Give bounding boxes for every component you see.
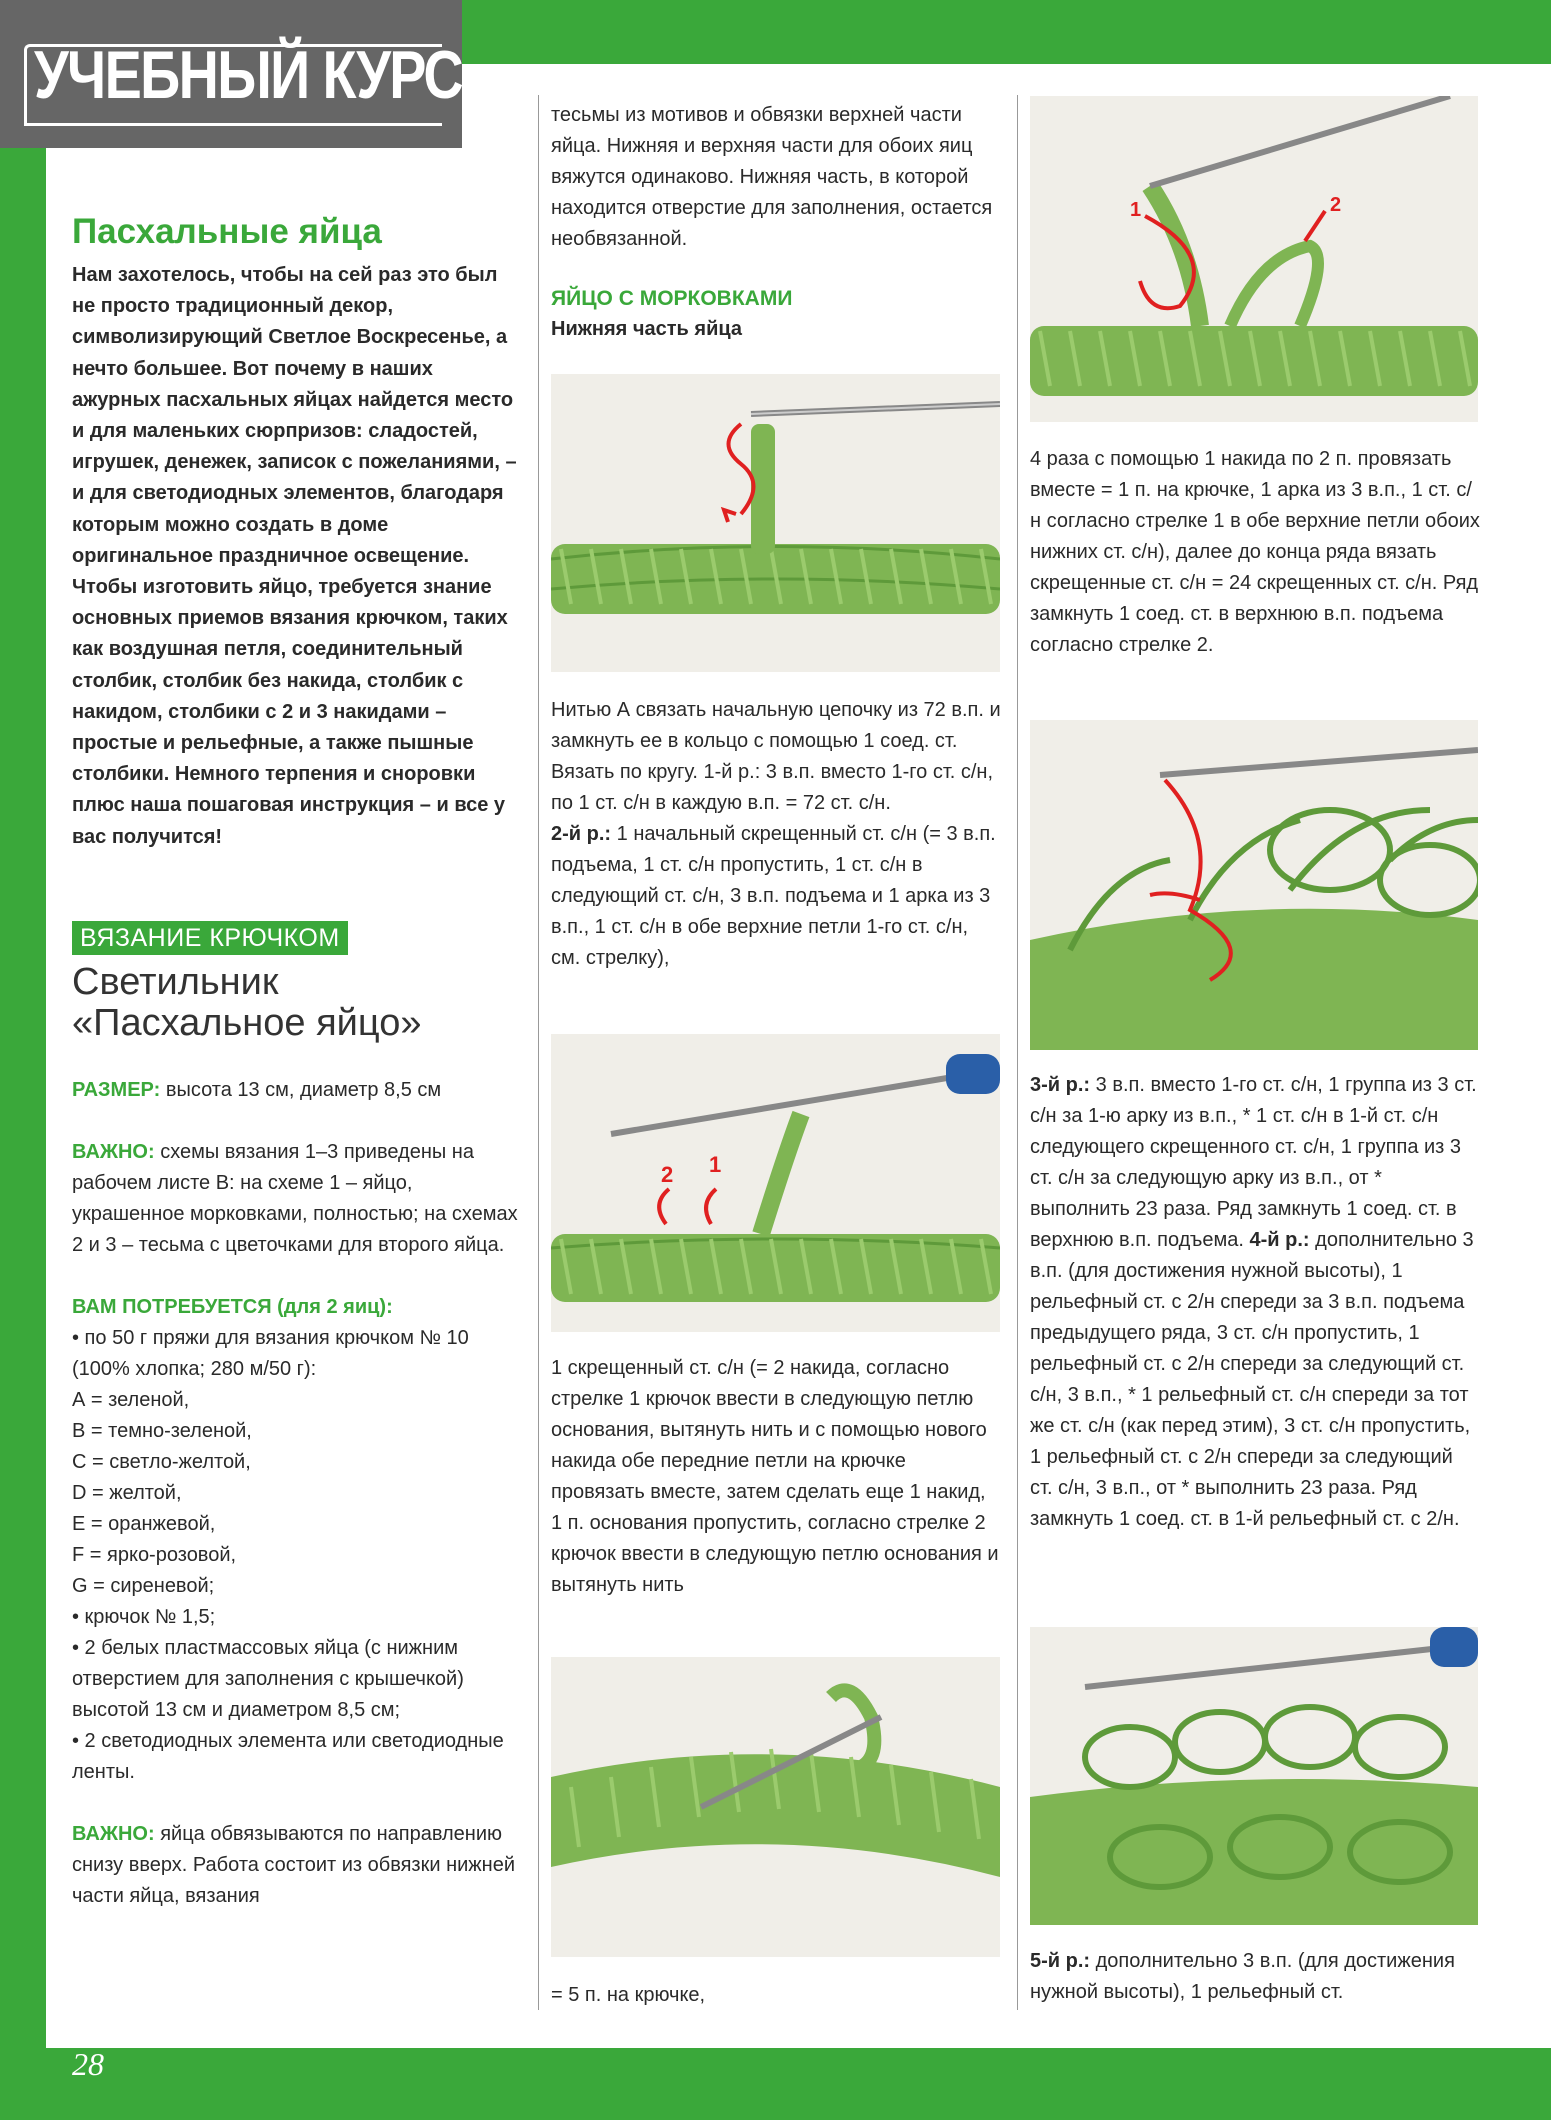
col2-paragraph-3 — [551, 1353, 1001, 1601]
photo-step-2 — [551, 1034, 1000, 1332]
col2-para2-text: 1 начальный скрещенный ст. с/н (= 3 в.п. подъема, 1 ст. с/н пропустить, 1 ст. с/н в следующий ст. с/н, 3 в.п. подъема и 1 арка из 3 в.п., 1 ст. с/н в обе верхние петли 1-го ст. с/н, см. стрелку), — [551, 823, 996, 969]
col3-para1: 4 раза с помощью 1 накида по 2 п. провязать вместе = 1 п. на крючке, 1 арка из 3 в.п., 1 ст. с/н согласно стрелке 1 в обе верхние петли обоих нижних ст. с/н), далее до конца ряда вязать скрещенные ст. с/н = 24 скрещенных ст. с/н. Ряд замкнуть 1 соед. ст. в верхнюю в.п. подъема согласно стрелке 2. — [1030, 448, 1480, 656]
photo-step-3 — [551, 1657, 1000, 1957]
project-title-line1: Светильник — [72, 960, 279, 1003]
materials-item: В = темно-зеленой, — [72, 1419, 252, 1442]
article-title: Пасхальные яйца — [72, 212, 382, 251]
col3-para3-text: дополнительно 3 в.п. (для достижения нужной высоты), 1 рельефный ст. — [1030, 1950, 1455, 2003]
col3-para2 — [1030, 1070, 1480, 1535]
photo-step-4-arrow-label-1: 1 — [1130, 199, 1142, 221]
photo-step-5 — [1030, 720, 1478, 1050]
col2-para1: Нитью А связать начальную цепочку из 72 в.п. и замкнуть ее в кольцо с помощью 1 соед. ст. Вязать по кругу. 1-й р.: 3 в.п. вместо 1-го ст. с/н, по 1 ст. с/н в каждую в.п. = 72 ст. с/н. — [551, 699, 1001, 814]
important-paragraph-2 — [72, 1819, 522, 1912]
course-banner — [0, 0, 462, 148]
size-paragraph — [72, 1075, 522, 1106]
materials-item: F = ярко-розовой, — [72, 1543, 237, 1566]
section-tag: ВЯЗАНИЕ КРЮЧКОМ — [72, 921, 348, 955]
materials-label: ВАМ ПОТРЕБУЕТСЯ (для 2 яиц): — [72, 1295, 393, 1318]
photo-step-4-arrow-label-2: 2 — [1330, 194, 1342, 216]
col2-para2 — [551, 819, 1001, 974]
col2-para2-label: 2-й р.: — [551, 823, 612, 845]
important-text-2: яйца обвязываются по направлению снизу вверх. Работа состоит из обвязки нижней части яйца, вязания — [72, 1822, 516, 1907]
col3-paragraph-2 — [1030, 1070, 1480, 1535]
col3-para2-text: 3 в.п. вместо 1-го ст. с/н, 1 группа из 3 ст. с/н за 1-ю арку из в.п., * 1 ст. с/н в 1-й ст. с/н следующего скрещенного ст. с/н, 1 группа из 3 ст. с/н за следующую арку из в.п., от * выполнить 23 раза. Ряд замкнуть 1 соед. ст. в верхнюю в.п. подъема. — [1030, 1074, 1477, 1251]
col2-para4: = 5 п. на крючке, — [551, 1984, 706, 2006]
col2-paragraph-4 — [551, 1980, 1001, 2011]
important-label-1: ВАЖНО: — [72, 1140, 155, 1163]
important-paragraph-1 — [72, 1137, 522, 1261]
col3-paragraph-1 — [1030, 444, 1480, 661]
col2-subsubhead: Нижняя часть яйца — [551, 318, 743, 340]
col2-para3: 1 скрещенный ст. с/н (= 2 накида, согласно стрелке 1 крючок ввести в следующую петлю основания, вытянуть нить и с помощью нового накида обе передние петли на крючке провязать вместе, затем сделать еще 1 накид, 1 п. основания пропустить, согласно стрелке 2 крючок ввести в следующую петлю основания и вытянуть нить — [551, 1357, 999, 1596]
column-left — [72, 210, 522, 1912]
materials-item: А = зеленой, — [72, 1388, 190, 1411]
project-title-line2: «Пасхальное яйцо» — [72, 1001, 422, 1044]
important-label-2: ВАЖНО: — [72, 1822, 155, 1845]
photo-step-1 — [551, 374, 1000, 672]
materials-item: • 2 белых пластмассовых яйца (с нижним отверстием для заполнения с крышечкой) высотой 13 см и диаметром 8,5 см; — [72, 1636, 464, 1721]
photo-step-6 — [1030, 1627, 1478, 1925]
photo-step-2-arrow-label-2: 2 — [661, 1162, 674, 1187]
size-label: РАЗМЕР: — [72, 1078, 161, 1101]
col2-cont-text: тесьмы из мотивов и обвязки верхней части яйца. Нижняя и верхняя части для обоих яиц вяжутся одинаково. Нижняя часть, в которой находится отверстие для заполнения, остается необвязанной. — [551, 104, 993, 250]
col3-para3 — [1030, 1946, 1480, 2008]
materials-item: • по 50 г пряжи для вязания крючком № 10 (100% хлопка; 280 м/50 г): — [72, 1326, 469, 1380]
materials-item: • крючок № 1,5; — [72, 1605, 216, 1628]
materials-item: G = сиреневой; — [72, 1574, 215, 1597]
col2-paragraph-1 — [551, 695, 1001, 974]
photo-step-4 — [1030, 96, 1478, 422]
col3-para2b-text: дополнительно 3 в.п. (для достижения нужной высоты), 1 рельефный ст. с 2/н спереди за 3 в.п. подъема предыдущего ряда, 3 ст. с/н пропустить, 1 рельефный ст. с 2/н спереди за следующий ст. с/н, 3 в.п., * 1 рельефный ст. с/н спереди за тот же ст. с/н (как перед этим), 3 ст. с/н пропустить, 1 рельефный ст. с 2/н спереди за следующий ст. с/н, 3 в.п., от * выполнить 23 раза. Ряд замкнуть 1 соед. ст. в 1-й рельефный ст. с 2/н. — [1030, 1229, 1474, 1530]
column-divider-2 — [1017, 95, 1018, 2010]
size-text: высота 13 см, диаметр 8,5 см — [160, 1078, 442, 1101]
banner-label: УЧЕБНЫЙ КУРС — [34, 37, 463, 113]
photo-step-2-arrow-label-1: 1 — [709, 1152, 722, 1177]
col2-continuation — [551, 100, 1001, 345]
materials-item: Е = оранжевой, — [72, 1512, 216, 1535]
materials-item: С = светло-желтой, — [72, 1450, 251, 1473]
page-number: 28 — [72, 2046, 104, 2082]
col3-para3-label: 5-й р.: — [1030, 1950, 1091, 1972]
column-divider-1 — [538, 95, 539, 2010]
col3-paragraph-3 — [1030, 1946, 1480, 2008]
materials-item: • 2 светодиодных элемента или светодиодные ленты. — [72, 1729, 504, 1783]
col3-para2-label: 3-й р.: — [1030, 1074, 1091, 1096]
col2-subhead: ЯЙЦО С МОРКОВКАМИ — [551, 287, 793, 310]
intro-paragraph: Нам захотелось, чтобы на сей раз это был не просто традиционный декор, символизирующий Светлое Воскресенье, а нечто большее. Вот почему в наших ажурных пасхальных яйцах найдется место и для маленьких сюрпризов: сладостей, игрушек, денежек, записок с пожеланиями, – и для светодиодных элементов, благодаря которым можно создать в доме оригинальное праздничное освещение. Чтобы изготовить яйцо, требуется знание основных приемов вязания крючком, таких как воздушная петля, соединительный столбик, столбик без накида, столбик с накидом, столбики с 2 и 3 накидами – простые и рельефные, а также пышные столбики. Немного терпения и сноровки плюс наша пошаговая инструкция – и все у вас получится! — [72, 264, 517, 848]
materials-list — [72, 1323, 522, 1788]
important-text-1: схемы вязания 1–3 приведены на рабочем листе В: на схеме 1 – яйцо, украшенное морковками, полностью; на схемах 2 и 3 – тесьма с цветочками для второго яйца. — [72, 1140, 518, 1256]
materials-item: D = желтой, — [72, 1481, 182, 1504]
col3-para2b-label: 4-й р.: — [1249, 1229, 1310, 1251]
